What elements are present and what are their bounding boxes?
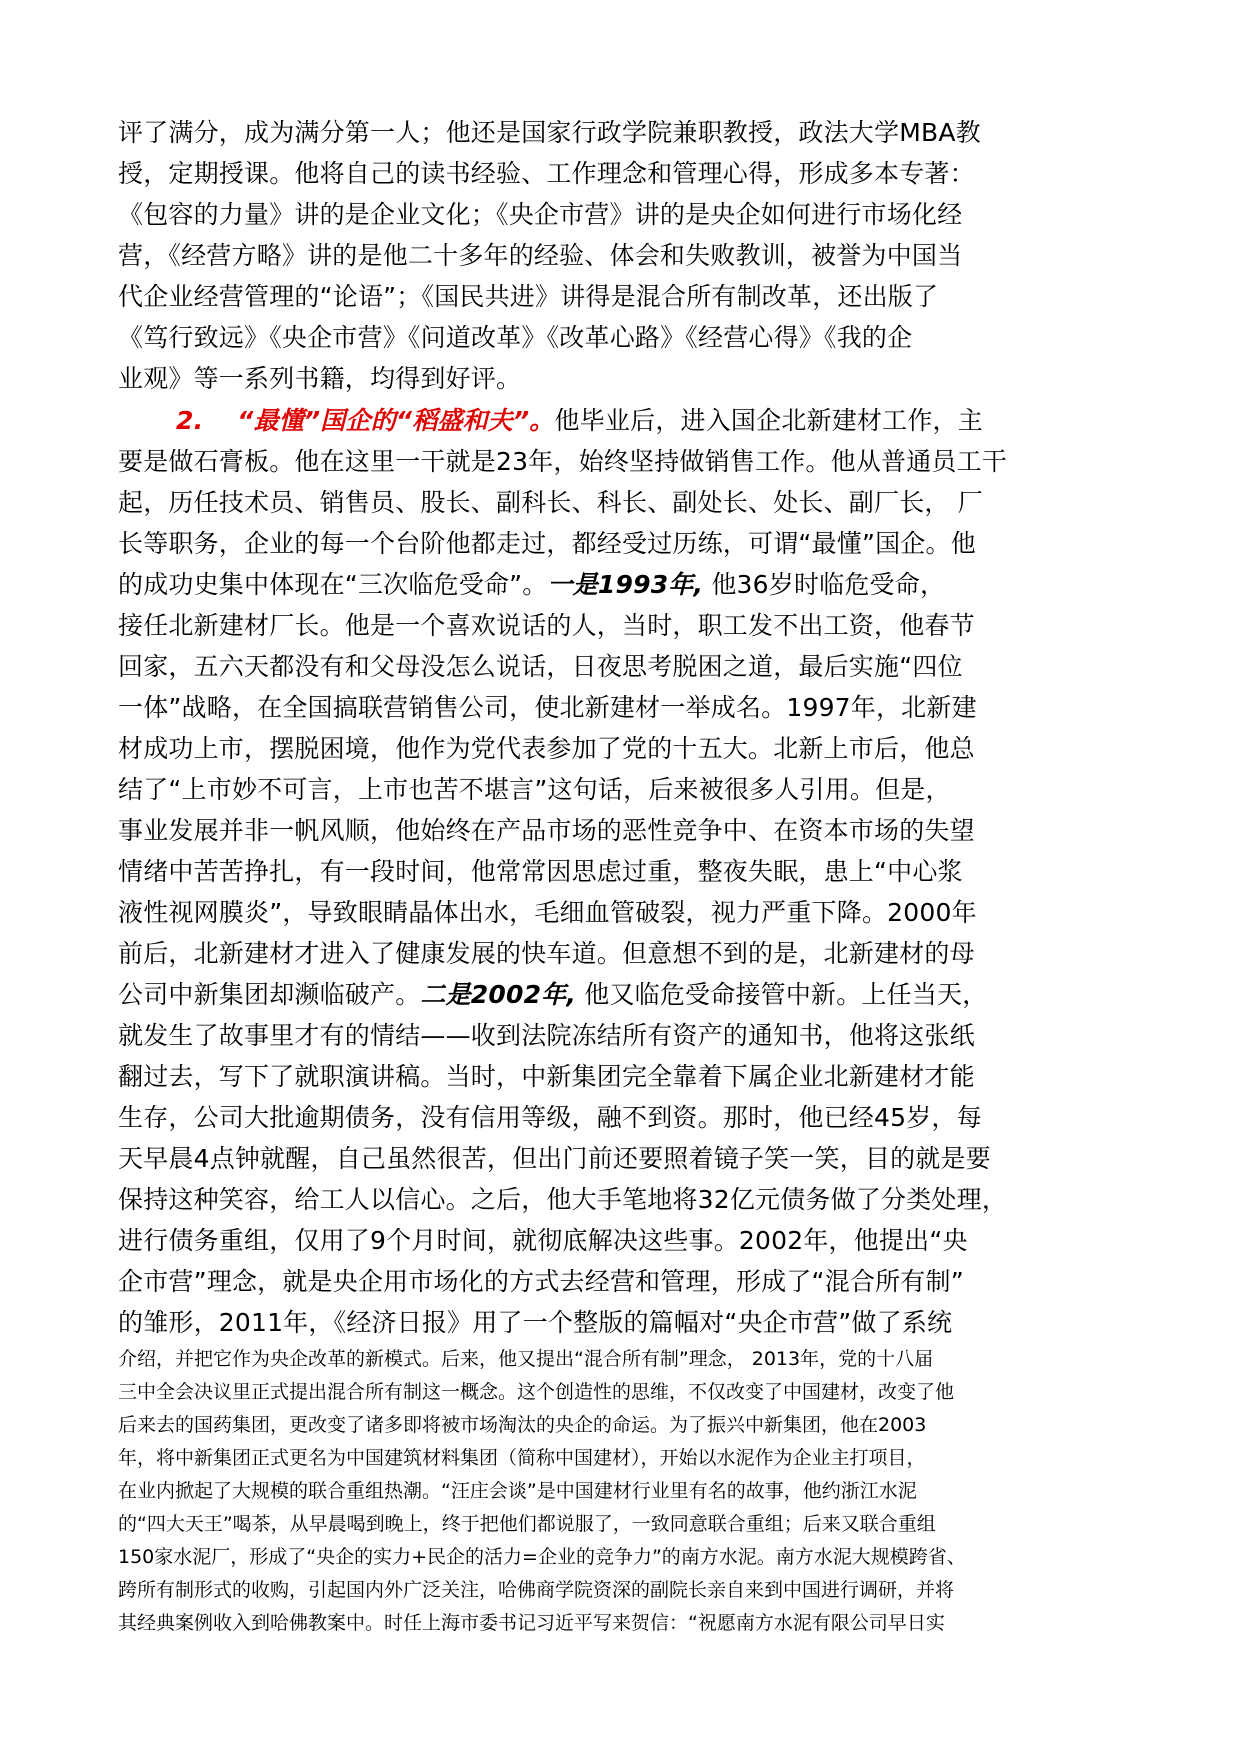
text-segment: 他又临危受命接管中新。上任当天， bbox=[576, 980, 988, 1009]
text-line: 代企业经营管理的“论语”；《国民共进》讲得是混合所有制改革，还出版了 bbox=[118, 282, 939, 311]
text-line: 翻过去，写下了就职演讲稿。当时，中新集团完全靠着下属企业北新建材才能 bbox=[118, 1062, 975, 1091]
text-line-small: 跨所有制形式的收购，引起国内外广泛关注，哈佛商学院资深的副院长亲自来到中国进行调研，并将 bbox=[118, 1579, 955, 1601]
text-line: 《笃行致远》《央企市营》《问道改革》《改革心路》《经营心得》《我的企 bbox=[118, 323, 913, 352]
text-line-small: 在业内掀起了大规模的联合重组热潮。“汪庄会谈”是中国建材行业里有名的故事，他约浙江水泥 bbox=[118, 1480, 917, 1502]
text-line: 企市营”理念，就是央企用市场化的方式去经营和管理，形成了“混合所有制” bbox=[118, 1267, 964, 1296]
emphasis-second-2002: 二是2002年, bbox=[420, 980, 577, 1009]
emphasis-first-1993: 一是1993年, bbox=[547, 570, 704, 599]
text-line: 要是做石膏板。他在这里一干就是23年，始终坚持做销售工作。他从普通员工干 bbox=[118, 447, 1008, 476]
text-line: 授，定期授课。他将自己的读书经验、工作理念和管理心得，形成多本专著： bbox=[118, 159, 975, 188]
text-line-small: 介绍，并把它作为央企改革的新模式。后来，他又提出“混合所有制”理念， 2013年，党的十八届 bbox=[118, 1348, 934, 1370]
section-number: 2. bbox=[176, 406, 204, 435]
text-segment: 公司中新集团却濒临破产。 bbox=[118, 980, 421, 1009]
text-line: 业观》等一系列书籍，均得到好评。 bbox=[118, 364, 522, 393]
text-segment: 的成功史集中体现在“三次临危受命”。 bbox=[118, 570, 548, 599]
text-line: 材成功上市，摆脱困境，他作为党代表参加了党的十五大。北新上市后，他总 bbox=[118, 734, 975, 763]
text-line-small: 其经典案例收入到哈佛教案中。时任上海市委书记习近平写来贺信：“祝愿南方水泥有限公司早日实 bbox=[118, 1612, 945, 1634]
text-line: 的雏形，2011年，《经济日报》用了一个整版的篇幅对“央企市营”做了系统 bbox=[118, 1308, 953, 1337]
text-line-small: 150家水泥厂，形成了“央企的实力+民企的活力=企业的竞争力”的南方水泥。南方水泥大规模跨省、 bbox=[118, 1546, 966, 1568]
text-line-small: 后来去的国药集团，更改变了诸多即将被市场淘汰的央企的命运。为了振兴中新集团，他在2003 bbox=[118, 1414, 927, 1436]
text-line: 天早晨4点钟就醒，自己虽然很苦，但出门前还要照着镜子笑一笑，目的就是要 bbox=[118, 1144, 991, 1173]
text-segment: 他36岁时临危受命， bbox=[703, 570, 946, 599]
section-2 bbox=[118, 400, 1134, 1640]
text-line: 长等职务，企业的每一个台阶他都走过，都经受过历练，可谓“最懂”国企。他 bbox=[118, 529, 976, 558]
text-line-small: 的“四大天王”喝茶，从早晨喝到晚上，终于把他们都说服了，一致同意联合重组；后来又联合重组 bbox=[118, 1513, 936, 1535]
text-segment: 他毕业后，进入国企北新建材工作，主 bbox=[554, 406, 983, 435]
section-heading-line bbox=[118, 400, 1134, 441]
text-line-small: 三中全会决议里正式提出混合所有制这一概念。这个创造性的思维，不仅改变了中国建材，改变了他 bbox=[118, 1381, 955, 1403]
section-heading: “最懂”国企的“稻盛和夫”。 bbox=[237, 406, 555, 435]
text-line: 进行债务重组，仅用了9个月时间，就彻底解决这些事。2002年，他提出“央 bbox=[118, 1226, 968, 1255]
text-line: 结了“上市妙不可言，上市也苦不堪言”这句话，后来被很多人引用。但是， bbox=[118, 775, 951, 804]
text-line: 事业发展并非一帆风顺，他始终在产品市场的恶性竞争中、在资本市场的失望 bbox=[118, 816, 975, 845]
text-line bbox=[118, 564, 1134, 605]
text-line: 起，历任技术员、销售员、股长、副科长、科长、副处长、处长、副厂长， 厂 bbox=[118, 488, 983, 517]
text-line: 《包容的力量》讲的是企业文化；《央企市营》讲的是央企如何进行市场化经 bbox=[118, 200, 963, 229]
text-line: 生存，公司大批逾期债务，没有信用等级，融不到资。那时，他已经45岁，每 bbox=[118, 1103, 982, 1132]
text-line: 回家，五六天都没有和父母没怎么说话，日夜思考脱困之道，最后实施“四位 bbox=[118, 652, 963, 681]
document-page bbox=[118, 112, 1134, 1640]
text-line: 一体”战略，在全国搞联营销售公司，使北新建材一举成名。1997年，北新建 bbox=[118, 693, 977, 722]
text-line-small: 年，将中新集团正式更名为中国建筑材料集团（简称中国建材），开始以水泥作为企业主打项目， bbox=[118, 1447, 926, 1469]
text-line: 液性视网膜炎”，导致眼睛晶体出水，毛细血管破裂，视力严重下降。2000年 bbox=[118, 898, 977, 927]
text-line: 营，《经营方略》讲的是他二十多年的经验、体会和失败教训，被誉为中国当 bbox=[118, 241, 963, 270]
text-line: 就发生了故事里才有的情结——收到法院冻结所有资产的通知书，他将这张纸 bbox=[118, 1021, 975, 1050]
text-line: 评了满分，成为满分第一人；他还是国家行政学院兼职教授，政法大学MBA教 bbox=[118, 118, 981, 147]
text-line: 前后，北新建材才进入了健康发展的快车道。但意想不到的是，北新建材的母 bbox=[118, 939, 975, 968]
text-line: 情绪中苦苦挣扎，有一段时间，他常常因思虑过重，整夜失眠，患上“中心浆 bbox=[118, 857, 963, 886]
text-line: 保持这种笑容，给工人以信心。之后，他大手笔地将32亿元债务做了分类处理， bbox=[118, 1185, 1008, 1214]
paragraph-books bbox=[118, 112, 1134, 399]
text-line: 接任北新建材厂长。他是一个喜欢说话的人，当时，职工发不出工资，他春节 bbox=[118, 611, 975, 640]
text-line bbox=[118, 974, 1134, 1015]
